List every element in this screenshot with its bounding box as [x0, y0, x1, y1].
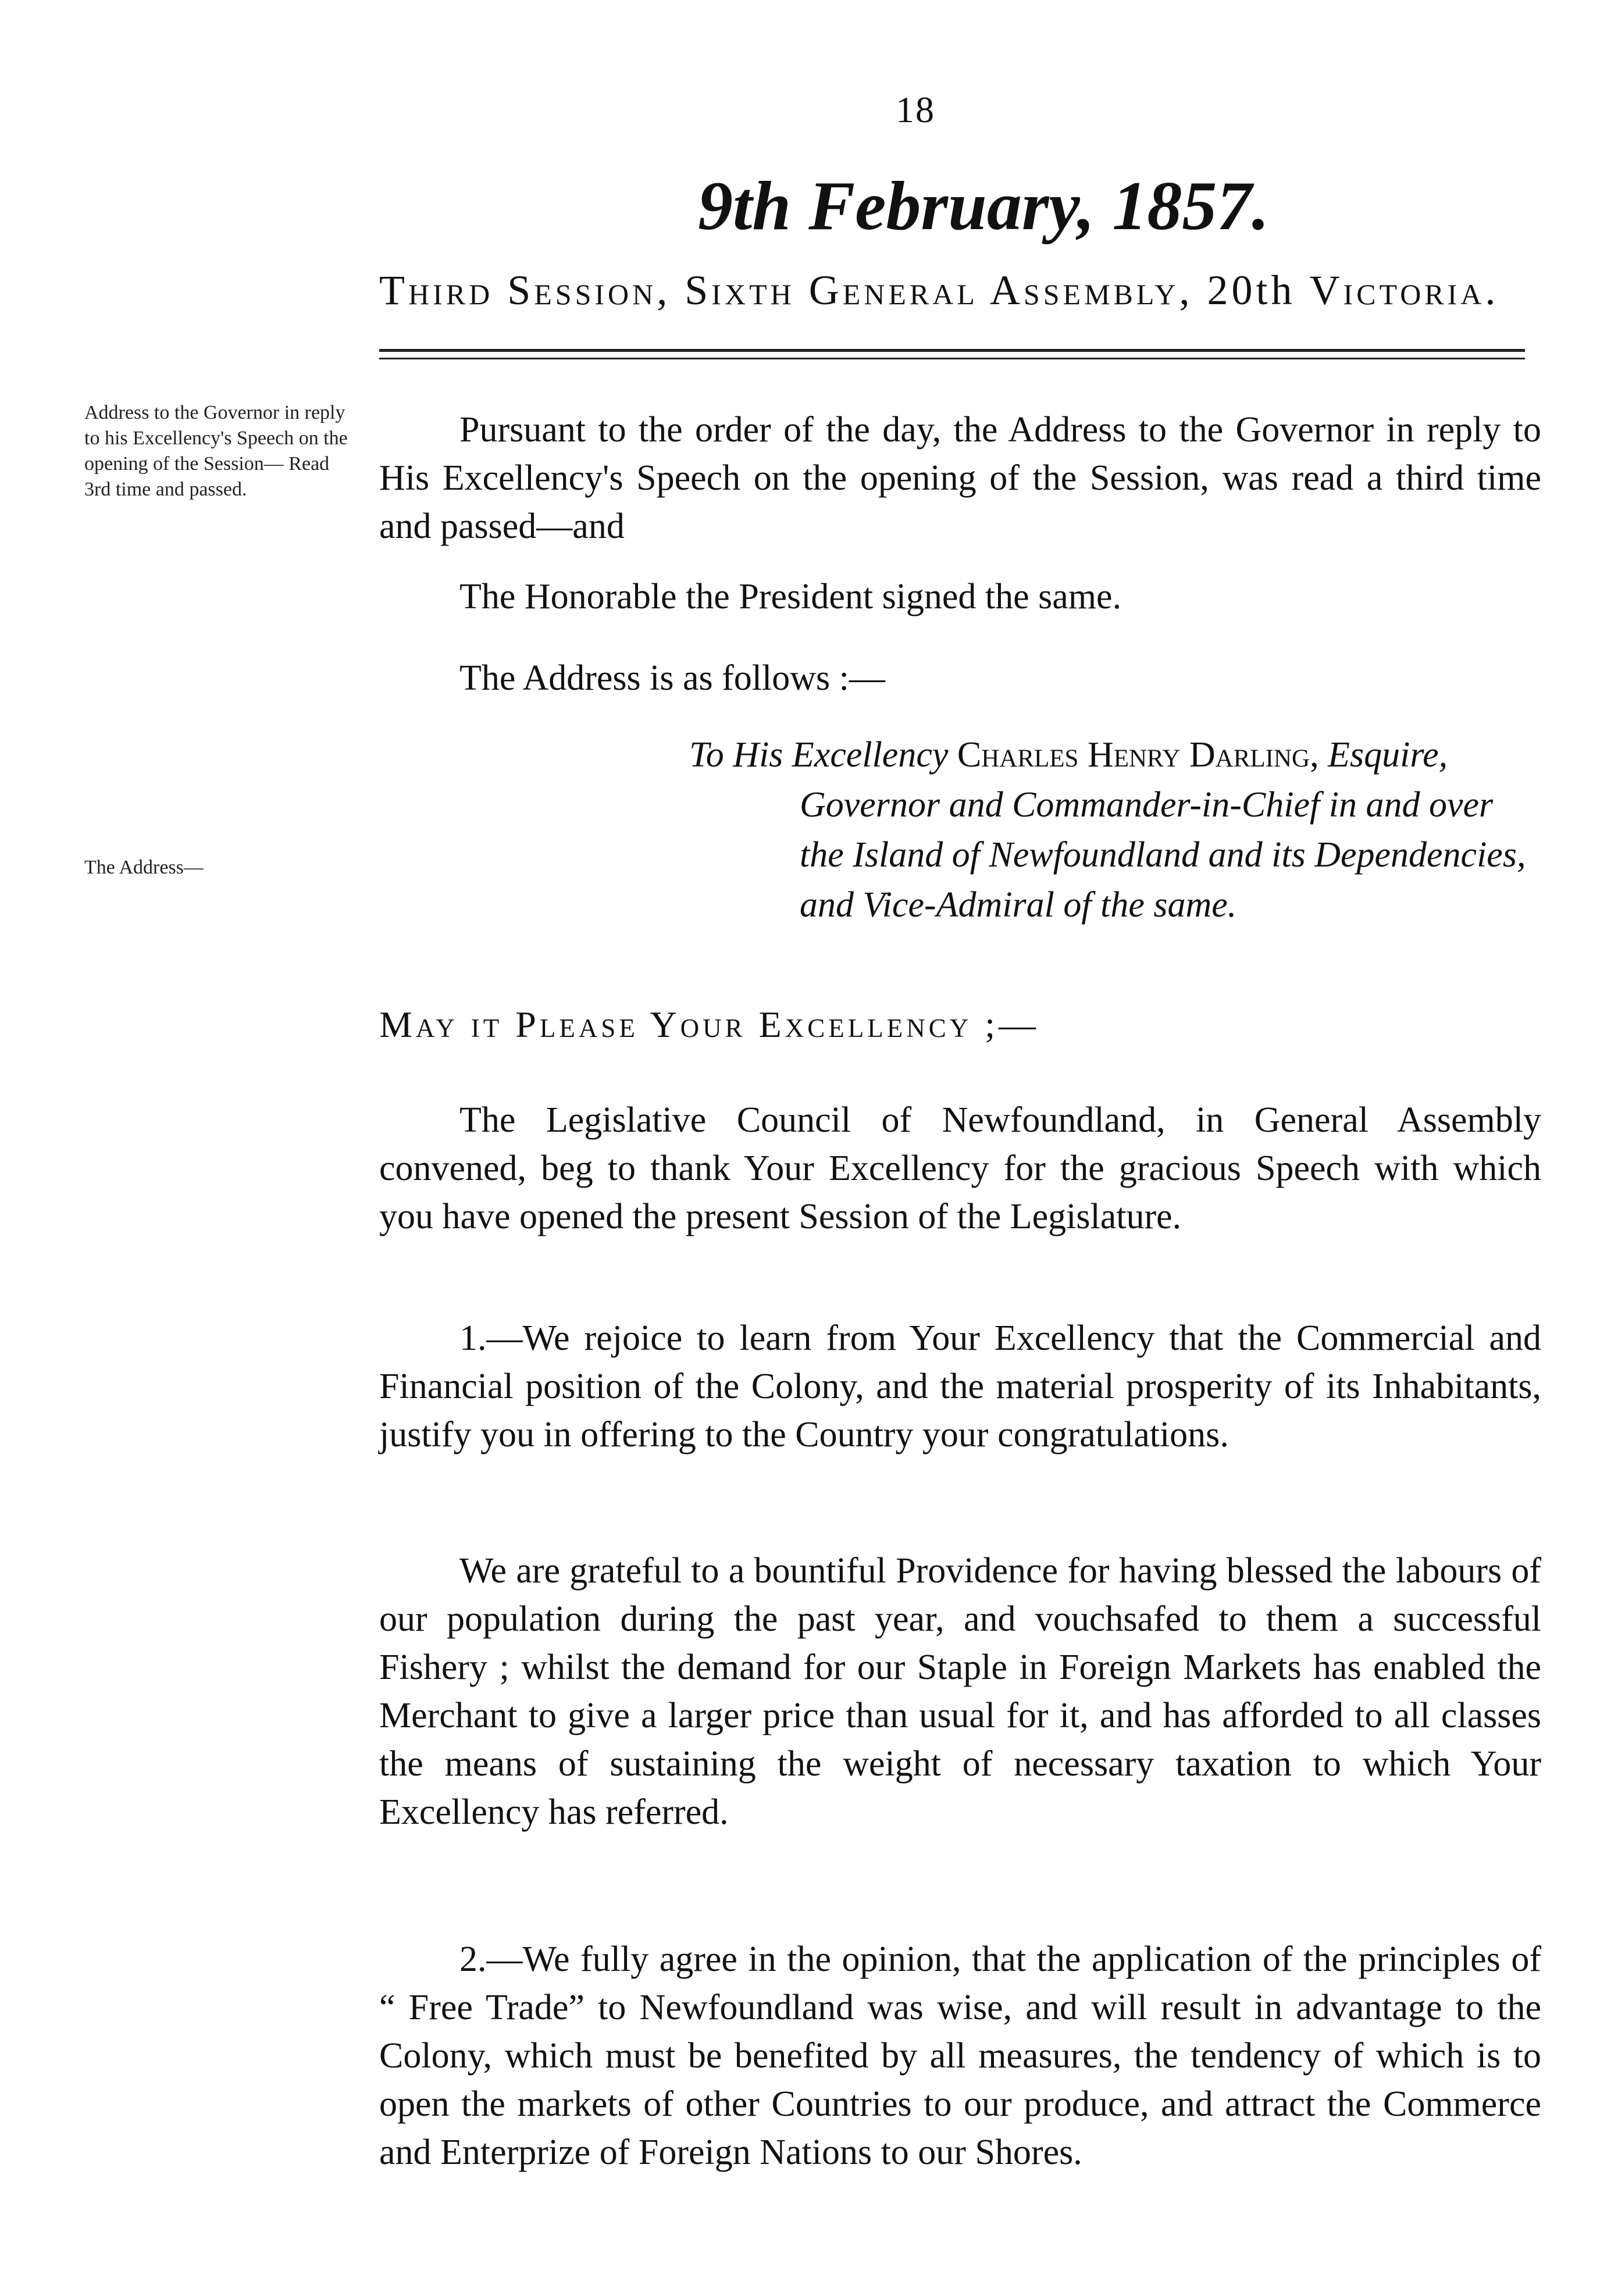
double-rule-divider	[379, 349, 1525, 359]
address-to-word: To	[689, 735, 724, 775]
address-recipient-block	[689, 730, 1538, 930]
session-part-1: Third Session,	[379, 267, 671, 313]
salutation: May it Please Your Excellency ;—	[379, 1004, 1040, 1045]
session-part-3-number: 20th	[1207, 267, 1296, 313]
address-recipient-titles: Esquire, Governor and Commander-in-Chief in and over the Island of Newfoundland and its Dependencies, and Vice-Admiral of the same.	[800, 735, 1526, 925]
session-part-2: Sixth General Assembly,	[685, 267, 1193, 313]
address-recipient-name: Charles Henry Darling,	[957, 735, 1319, 775]
address-his-excellency: His Excellency	[733, 735, 949, 775]
paragraph-pursuant: Pursuant to the order of the day, the Address to the Governor in reply to His Excellency's Speech on the opening of the Session, was read a third time and passed—and	[379, 410, 1541, 546]
paragraph-address-follows: The Address is as follows :—	[459, 658, 885, 698]
paragraph-legislative-council: The Legislative Council of Newfoundland, in General Assembly convened, beg to thank Your Excellency for the gracious Speech with which you have opened the present Session of the Legislature.	[379, 1100, 1541, 1236]
session-part-3-word: Victoria.	[1309, 267, 1499, 313]
paragraph-grateful: We are grateful to a bountiful Providence for having blessed the labours of our population during the past year, and vouchsafed to them a successful Fishery ; whilst the demand for our Staple in Foreign Markets has enabled the Merchant to give a larger price than usual for it, and has afforded to all classes the means of sustaining the weight of necessary taxation to which Your Excellency has referred.	[379, 1551, 1541, 1832]
address-recipient-text	[689, 730, 1538, 930]
date-heading: 9th February, 1857.	[698, 167, 1270, 244]
margin-note-the-address: The Address—	[84, 857, 204, 878]
paragraph-item-1: 1.—We rejoice to learn from Your Excellency that the Commercial and Financial position of the Colony, and the material prosperity of its Inhabitants, justify you in offering to the Country your congratulations.	[379, 1318, 1541, 1454]
paragraph-item-2: 2.—We fully agree in the opinion, that the application of the principles of “ Free Trade” to Newfoundland was wise, and will result in advantage to the Colony, which must be benefited by all measures, the tendency of which is to open the markets of other Countries to our produce, and attract the Commerce and Enterprize of Foreign Nations to our Shores.	[379, 1940, 1541, 2172]
margin-note-address-read: Address to the Governor in reply to his Excellency's Speech on the opening of the Session— Read 3rd time and passed.	[84, 402, 348, 500]
session-line	[379, 266, 1542, 315]
page-number: 18	[896, 89, 935, 130]
paragraph-president-signed: The Honorable the President signed the same.	[459, 577, 1122, 616]
